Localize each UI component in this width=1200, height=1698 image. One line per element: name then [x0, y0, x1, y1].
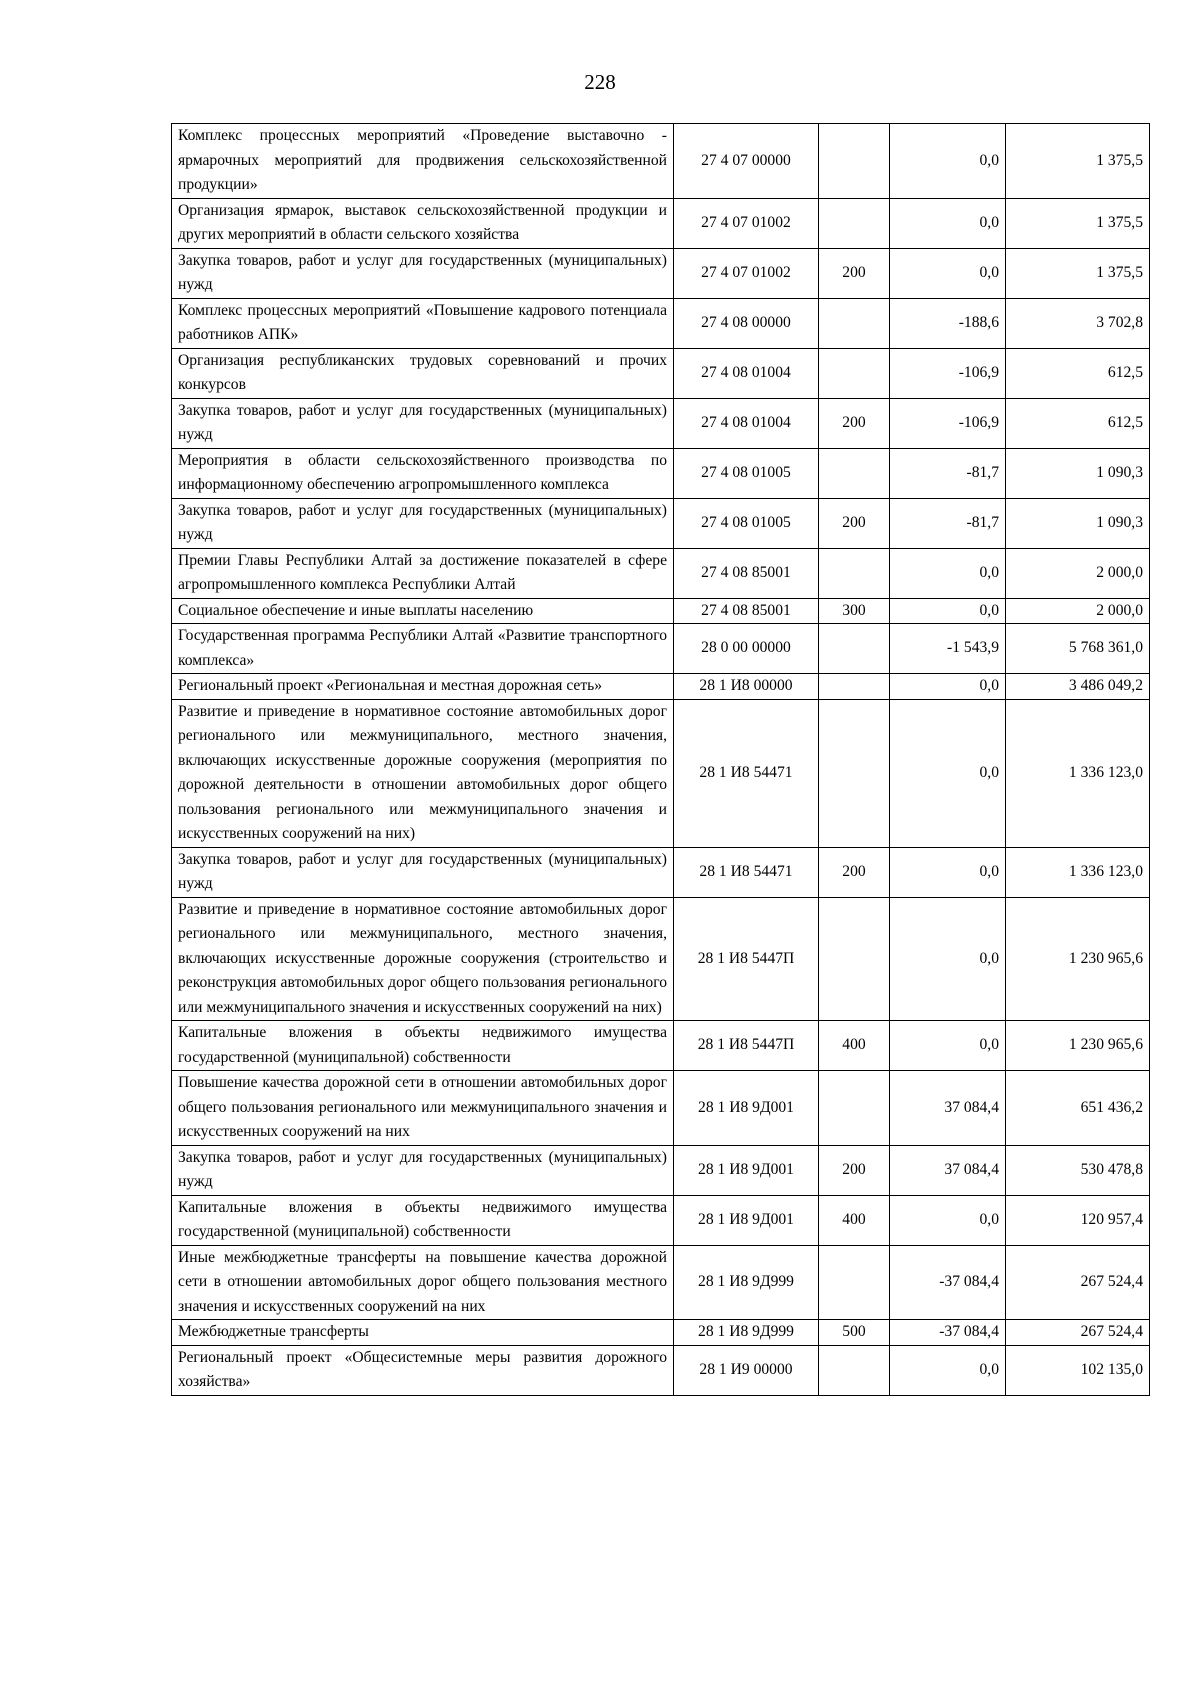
- row-name-cell: Развитие и приведение в нормативное состояние автомобильных дорог регионального или межмуниципального, местного значения, включающих искусственные дорожные сооружения (мероприятия по дорожной деятельности в отношении автомобильных дорог общего пользования регионального или межмуниципального значения и искусственных сооружений на них): [172, 699, 674, 847]
- row-name-cell: Региональный проект «Региональная и местная дорожная сеть»: [172, 674, 674, 700]
- row-change-cell: 0,0: [890, 1345, 1006, 1395]
- row-code-cell: 28 0 00 00000: [674, 624, 819, 674]
- row-expense-type-cell: 300: [819, 598, 890, 624]
- row-total-cell: 1 336 123,0: [1006, 699, 1150, 847]
- row-total-cell: 612,5: [1006, 348, 1150, 398]
- row-code-cell: 28 1 И8 9Д999: [674, 1320, 819, 1346]
- table-row: [172, 699, 1150, 847]
- table-row: [172, 348, 1150, 398]
- row-expense-type-cell: 200: [819, 847, 890, 897]
- row-total-cell: 1 375,5: [1006, 198, 1150, 248]
- table-row: [172, 1345, 1150, 1395]
- row-expense-type-cell: [819, 1345, 890, 1395]
- row-name-cell: Развитие и приведение в нормативное состояние автомобильных дорог регионального или межмуниципального, местного значения, включающих искусственные дорожные сооружения (строительство и реконструкция автомобильных дорог общего пользования регионального или межмуниципального значения и искусственных сооружений на них): [172, 897, 674, 1021]
- row-change-cell: 0,0: [890, 699, 1006, 847]
- row-code-cell: 28 1 И8 5447П: [674, 1021, 819, 1071]
- row-change-cell: 0,0: [890, 124, 1006, 199]
- table-row: [172, 124, 1150, 199]
- table-row: [172, 498, 1150, 548]
- row-code-cell: 28 1 И8 54471: [674, 847, 819, 897]
- row-name-cell: Мероприятия в области сельскохозяйственного производства по информационному обеспечению агропромышленного комплекса: [172, 448, 674, 498]
- row-code-cell: 27 4 08 01005: [674, 448, 819, 498]
- row-expense-type-cell: [819, 1245, 890, 1320]
- budget-table: [171, 123, 1150, 1396]
- row-change-cell: 0,0: [890, 674, 1006, 700]
- row-change-cell: 0,0: [890, 598, 1006, 624]
- row-change-cell: -81,7: [890, 448, 1006, 498]
- row-total-cell: 5 768 361,0: [1006, 624, 1150, 674]
- row-code-cell: 27 4 07 01002: [674, 198, 819, 248]
- table-row: [172, 448, 1150, 498]
- row-code-cell: 28 1 И8 9Д001: [674, 1145, 819, 1195]
- table-row: [172, 847, 1150, 897]
- row-total-cell: 612,5: [1006, 398, 1150, 448]
- row-change-cell: -106,9: [890, 398, 1006, 448]
- row-expense-type-cell: 200: [819, 248, 890, 298]
- table-row: [172, 1071, 1150, 1146]
- row-total-cell: 1 230 965,6: [1006, 1021, 1150, 1071]
- row-code-cell: 27 4 08 01004: [674, 398, 819, 448]
- row-total-cell: 651 436,2: [1006, 1071, 1150, 1146]
- row-change-cell: 0,0: [890, 248, 1006, 298]
- row-expense-type-cell: 200: [819, 1145, 890, 1195]
- row-name-cell: Иные межбюджетные трансферты на повышение качества дорожной сети в отношении автомобильных дорог общего пользования местного значения и искусственных сооружений на них: [172, 1245, 674, 1320]
- row-total-cell: 2 000,0: [1006, 598, 1150, 624]
- row-expense-type-cell: [819, 897, 890, 1021]
- row-code-cell: 28 1 И9 00000: [674, 1345, 819, 1395]
- row-name-cell: Закупка товаров, работ и услуг для государственных (муниципальных) нужд: [172, 248, 674, 298]
- row-name-cell: Социальное обеспечение и иные выплаты населению: [172, 598, 674, 624]
- row-expense-type-cell: [819, 124, 890, 199]
- row-name-cell: Региональный проект «Общесистемные меры развития дорожного хозяйства»: [172, 1345, 674, 1395]
- row-code-cell: 28 1 И8 00000: [674, 674, 819, 700]
- row-change-cell: -106,9: [890, 348, 1006, 398]
- budget-table-body: [172, 124, 1150, 1396]
- table-row: [172, 598, 1150, 624]
- row-change-cell: 0,0: [890, 198, 1006, 248]
- row-change-cell: 0,0: [890, 548, 1006, 598]
- row-expense-type-cell: 400: [819, 1021, 890, 1071]
- row-code-cell: 27 4 07 01002: [674, 248, 819, 298]
- row-name-cell: Закупка товаров, работ и услуг для государственных (муниципальных) нужд: [172, 1145, 674, 1195]
- row-code-cell: 28 1 И8 54471: [674, 699, 819, 847]
- row-expense-type-cell: [819, 298, 890, 348]
- row-total-cell: 1 090,3: [1006, 498, 1150, 548]
- table-row: [172, 398, 1150, 448]
- row-name-cell: Организация ярмарок, выставок сельскохозяйственной продукции и других мероприятий в области сельского хозяйства: [172, 198, 674, 248]
- table-row: [172, 1145, 1150, 1195]
- row-name-cell: Организация республиканских трудовых соревнований и прочих конкурсов: [172, 348, 674, 398]
- row-name-cell: Межбюджетные трансферты: [172, 1320, 674, 1346]
- row-total-cell: 102 135,0: [1006, 1345, 1150, 1395]
- row-expense-type-cell: [819, 624, 890, 674]
- table-row: [172, 1195, 1150, 1245]
- row-name-cell: Повышение качества дорожной сети в отношении автомобильных дорог общего пользования регионального или межмуниципального значения и искусственных сооружений на них: [172, 1071, 674, 1146]
- row-name-cell: Закупка товаров, работ и услуг для государственных (муниципальных) нужд: [172, 847, 674, 897]
- table-row: [172, 298, 1150, 348]
- row-change-cell: 0,0: [890, 847, 1006, 897]
- row-change-cell: -188,6: [890, 298, 1006, 348]
- table-row: [172, 897, 1150, 1021]
- table-row: [172, 198, 1150, 248]
- table-row: [172, 548, 1150, 598]
- row-change-cell: 0,0: [890, 1195, 1006, 1245]
- row-name-cell: Государственная программа Республики Алтай «Развитие транспортного комплекса»: [172, 624, 674, 674]
- row-change-cell: 0,0: [890, 1021, 1006, 1071]
- row-change-cell: 0,0: [890, 897, 1006, 1021]
- row-total-cell: 1 375,5: [1006, 248, 1150, 298]
- row-total-cell: 267 524,4: [1006, 1320, 1150, 1346]
- page-number: 228: [584, 70, 616, 94]
- row-expense-type-cell: [819, 448, 890, 498]
- row-expense-type-cell: 500: [819, 1320, 890, 1346]
- row-expense-type-cell: 200: [819, 398, 890, 448]
- row-total-cell: 1 090,3: [1006, 448, 1150, 498]
- row-expense-type-cell: [819, 1071, 890, 1146]
- row-code-cell: 28 1 И8 5447П: [674, 897, 819, 1021]
- table-row: [172, 1021, 1150, 1071]
- row-code-cell: 27 4 08 01004: [674, 348, 819, 398]
- row-name-cell: Комплекс процессных мероприятий «Повышение кадрового потенциала работников АПК»: [172, 298, 674, 348]
- table-row: [172, 1320, 1150, 1346]
- table-row: [172, 624, 1150, 674]
- row-total-cell: 1 375,5: [1006, 124, 1150, 199]
- row-code-cell: 28 1 И8 9Д999: [674, 1245, 819, 1320]
- row-expense-type-cell: [819, 348, 890, 398]
- row-expense-type-cell: [819, 548, 890, 598]
- table-row: [172, 248, 1150, 298]
- row-expense-type-cell: 200: [819, 498, 890, 548]
- row-total-cell: 3 486 049,2: [1006, 674, 1150, 700]
- row-name-cell: Капитальные вложения в объекты недвижимого имущества государственной (муниципальной) собственности: [172, 1195, 674, 1245]
- row-code-cell: 27 4 07 00000: [674, 124, 819, 199]
- row-code-cell: 28 1 И8 9Д001: [674, 1195, 819, 1245]
- table-row: [172, 1245, 1150, 1320]
- row-change-cell: 37 084,4: [890, 1071, 1006, 1146]
- row-expense-type-cell: 400: [819, 1195, 890, 1245]
- row-code-cell: 27 4 08 85001: [674, 598, 819, 624]
- row-change-cell: -81,7: [890, 498, 1006, 548]
- row-name-cell: Закупка товаров, работ и услуг для государственных (муниципальных) нужд: [172, 498, 674, 548]
- row-name-cell: Закупка товаров, работ и услуг для государственных (муниципальных) нужд: [172, 398, 674, 448]
- row-total-cell: 530 478,8: [1006, 1145, 1150, 1195]
- row-change-cell: -1 543,9: [890, 624, 1006, 674]
- row-total-cell: 120 957,4: [1006, 1195, 1150, 1245]
- row-code-cell: 27 4 08 85001: [674, 548, 819, 598]
- row-expense-type-cell: [819, 674, 890, 700]
- row-total-cell: 2 000,0: [1006, 548, 1150, 598]
- row-total-cell: 1 336 123,0: [1006, 847, 1150, 897]
- row-code-cell: 27 4 08 00000: [674, 298, 819, 348]
- row-name-cell: Капитальные вложения в объекты недвижимого имущества государственной (муниципальной) собственности: [172, 1021, 674, 1071]
- row-code-cell: 28 1 И8 9Д001: [674, 1071, 819, 1146]
- row-expense-type-cell: [819, 699, 890, 847]
- table-row: [172, 674, 1150, 700]
- row-total-cell: 3 702,8: [1006, 298, 1150, 348]
- row-total-cell: 1 230 965,6: [1006, 897, 1150, 1021]
- row-name-cell: Премии Главы Республики Алтай за достижение показателей в сфере агропромышленного комплекса Республики Алтай: [172, 548, 674, 598]
- row-change-cell: 37 084,4: [890, 1145, 1006, 1195]
- row-name-cell: Комплекс процессных мероприятий «Проведение выставочно - ярмарочных мероприятий для продвижения сельскохозяйственной продукции»: [172, 124, 674, 199]
- row-expense-type-cell: [819, 198, 890, 248]
- row-change-cell: -37 084,4: [890, 1320, 1006, 1346]
- row-total-cell: 267 524,4: [1006, 1245, 1150, 1320]
- row-change-cell: -37 084,4: [890, 1245, 1006, 1320]
- row-code-cell: 27 4 08 01005: [674, 498, 819, 548]
